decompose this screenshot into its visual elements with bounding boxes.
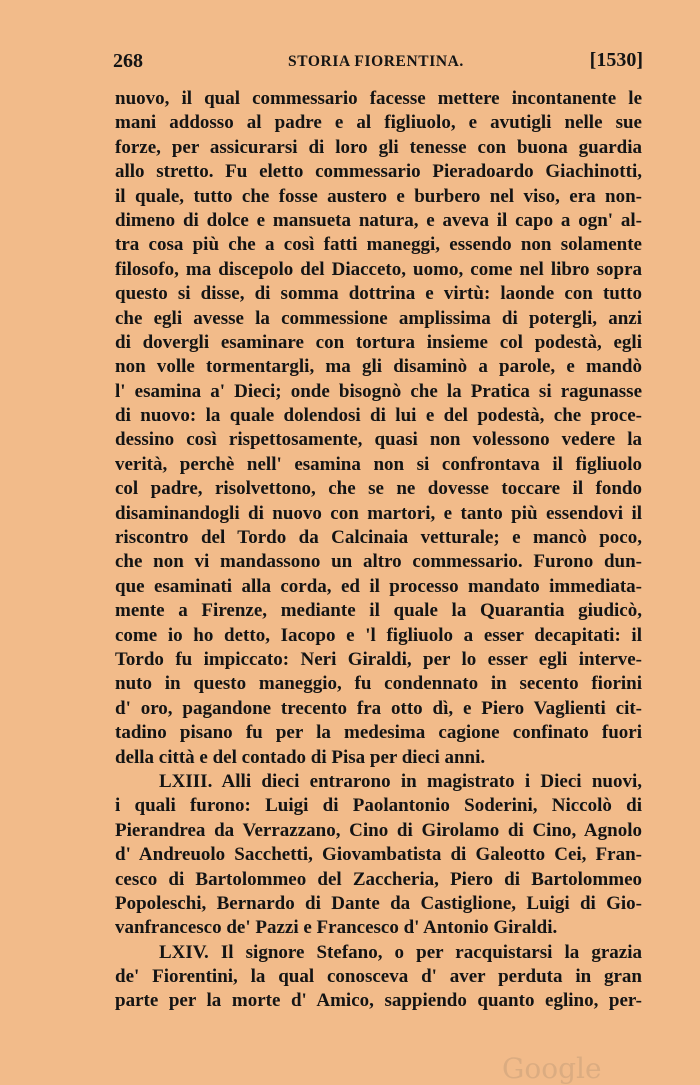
page-number: 268 (113, 50, 143, 72)
text-line: Pierandrea da Verrazzano, Cino di Girolamo di Cino, Agnolo (115, 819, 642, 841)
body-text (115, 87, 642, 1014)
text-line: verità, perchè nell' esamina non si confrontava il figliuolo (115, 453, 642, 475)
text-line: nuovo, il qual commessario facesse mettere incontanente le (115, 88, 642, 109)
text-line: nuto in questo maneggio, fu condennato in secento fiorini (115, 673, 642, 695)
text-line: i quali furono: Luigi di Paolantonio Soderini, Niccolò di (115, 795, 642, 817)
text-line: il quale, tutto che fosse austero e burbero nel viso, era non- (115, 185, 642, 207)
running-title: STORIA FIORENTINA. (288, 53, 464, 70)
text-line: mente a Firenze, mediante il quale la Quarantia giudicò, (115, 600, 642, 622)
text-line: filosofo, ma discepolo del Diacceto, uomo, come nel libro sopra (115, 258, 642, 280)
text-line: di dovergli esaminare con tortura insieme col podestà, egli (115, 331, 642, 353)
text-line: che non vi mandassono un altro commessario. Furono dun- (115, 551, 642, 573)
text-line: tadino pisano fu per la medesima cagione confinato fuori (115, 722, 642, 744)
text-line: Tordo fu impiccato: Neri Giraldi, per lo esser egli interve- (115, 648, 642, 670)
page-header (113, 50, 643, 80)
text-line: Popoleschi, Bernardo di Dante da Castiglione, Luigi di Gio- (115, 892, 642, 914)
text-line: cesco di Bartolommeo del Zaccheria, Piero di Bartolommeo (115, 868, 642, 890)
text-line: dimeno di dolce e mansueta natura, e aveva il capo a ogn' al- (115, 209, 642, 231)
text-line: de' Fiorentini, la qual conosceva d' aver perduta in gran (115, 966, 642, 988)
text-line: que esaminati alla corda, ed il processo mandato immediata- (115, 575, 642, 597)
year-marker: [1530] (589, 49, 643, 71)
text-line: come io ho detto, Iacopo e 'l figliuolo a esser decapitati: il (115, 624, 642, 646)
paragraph-end-line: vanfrancesco de' Pazzi e Francesco d' Antonio Giraldi. (115, 917, 558, 939)
text-line: dessino così rispettosamente, quasi non volessono vedere la (115, 429, 642, 451)
text-line: mani addosso al padre e al figliuolo, e avutigli nelle sue (115, 112, 642, 134)
google-watermark: Google (502, 1052, 602, 1085)
text-line: d' Andreuolo Sacchetti, Giovambatista di Galeotto Cei, Fran- (115, 844, 642, 866)
text-line: non volle tormentargli, ma gli disaminò a parole, e mandò (115, 356, 642, 378)
text-line: questo si disse, di somma dottrina e virtù: laonde con tutto (115, 283, 642, 305)
text-line: tra cosa più che a così fatti maneggi, essendo non solamente (115, 234, 642, 256)
text-line: parte per la morte d' Amico, sappiendo quanto eglino, per- (115, 990, 642, 1012)
section-lxiv-start: LXIV. Il signore Stefano, o per racquistarsi la grazia (159, 941, 642, 963)
text-line: forze, per assicurarsi di loro gli tenesse con buona guardia (115, 136, 642, 158)
section-lxiii-start: LXIII. Alli dieci entrarono in magistrato i Dieci nuovi, (159, 770, 642, 792)
text-line: d' oro, pagandone trecento fra otto dì, e Piero Vaglienti cit- (115, 697, 642, 719)
text-line: che egli avesse la commessione amplissima di potergli, anzi (115, 307, 642, 329)
paragraph-end-line: della città e del contado di Pisa per dieci anni. (115, 746, 486, 768)
text-line: di nuovo: la quale dolendosi di lui e del podestà, che proce- (115, 405, 642, 427)
text-line: disaminandogli di nuovo con martori, e tanto più essendovi il (115, 502, 642, 524)
text-line: l' esamina a' Dieci; onde bisognò che la Pratica si ragunasse (115, 380, 642, 402)
text-line: col padre, risolvettono, che se ne dovesse toccare il fondo (115, 478, 642, 500)
text-line: riscontro del Tordo da Calcinaia vetturale; e mancò poco, (115, 527, 642, 549)
text-line: allo stretto. Fu eletto commessario Pieradoardo Giachinotti, (115, 161, 642, 183)
